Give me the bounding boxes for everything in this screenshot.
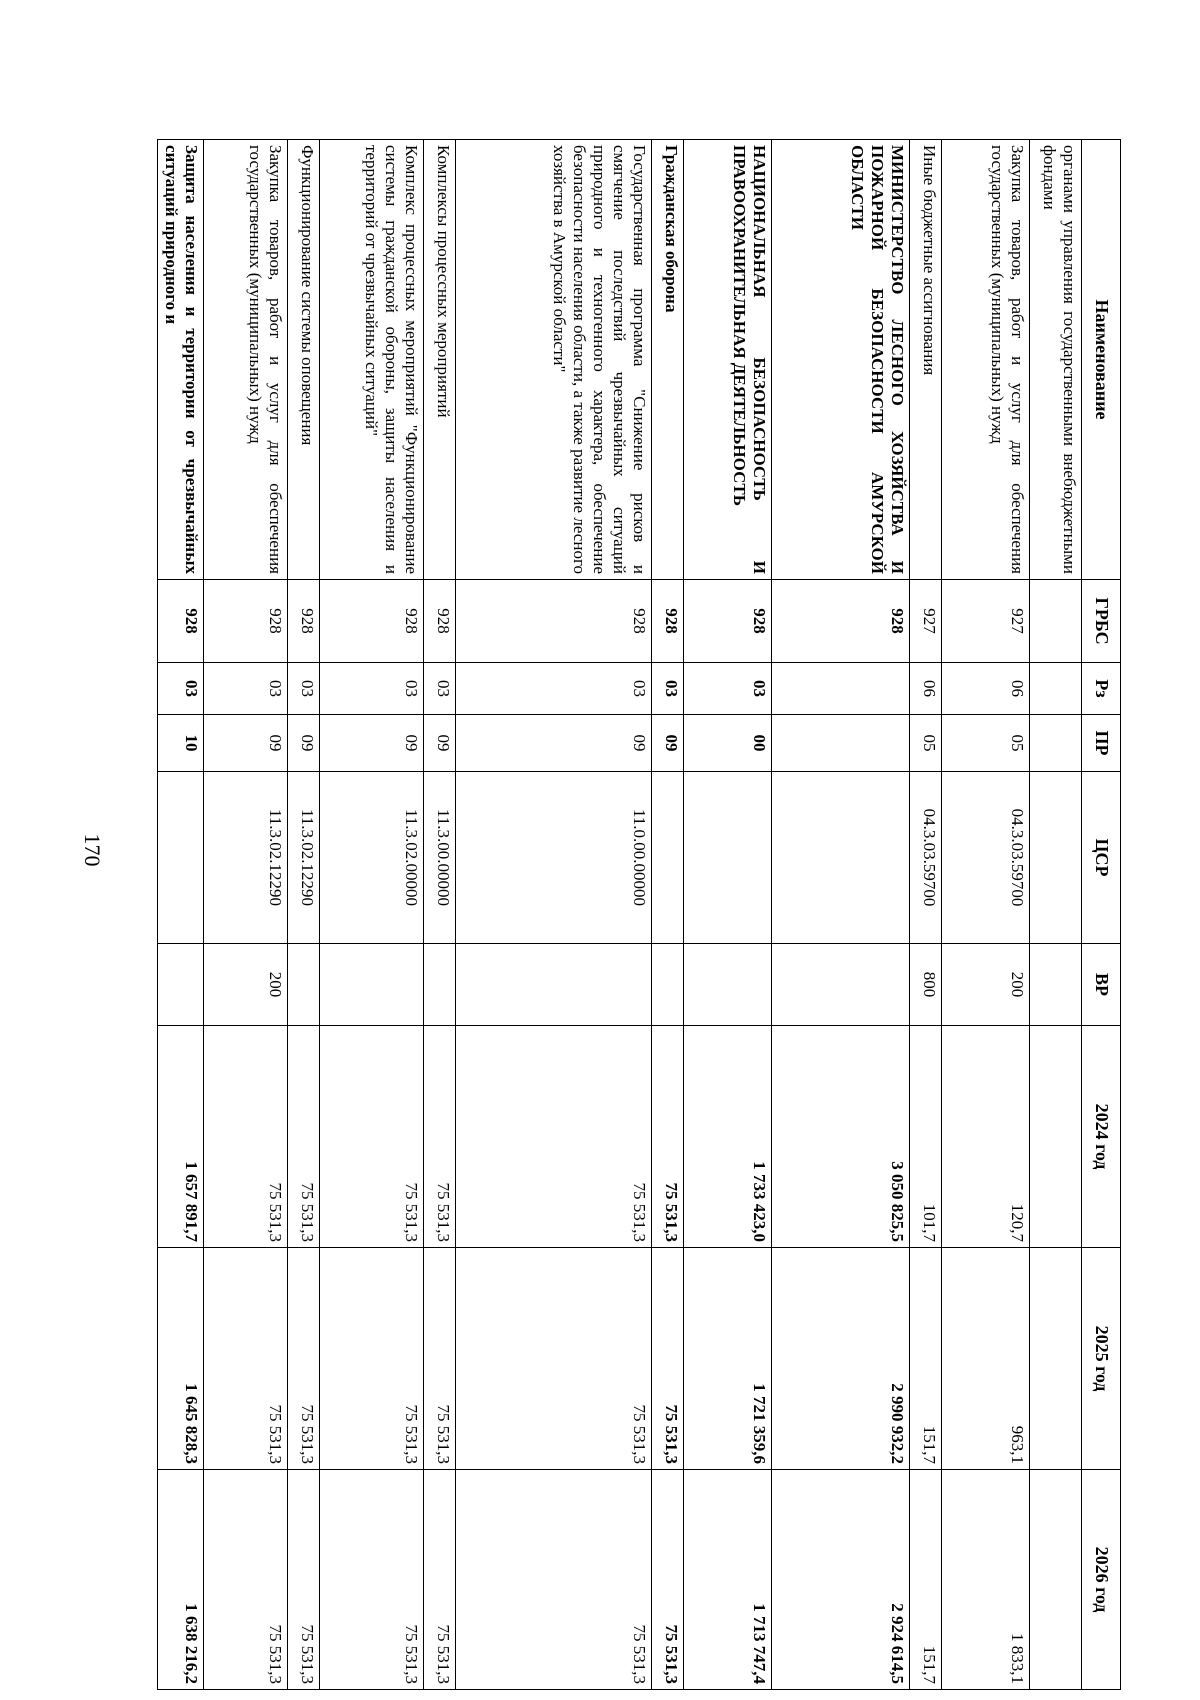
table-cell-2024: 75 531,3	[204, 1026, 288, 1248]
table-cell-vr	[684, 944, 772, 1026]
table-cell-name: НАЦИОНАЛЬНАЯ БЕЗОПАСНОСТЬ И ПРАВООХРАНИТЕЛЬНАЯ ДЕЯТЕЛЬНОСТЬ	[684, 140, 772, 580]
table-row	[652, 140, 684, 1690]
table-cell-2024: 75 531,3	[652, 1026, 684, 1248]
column-header: ГРБС	[1082, 580, 1121, 663]
table-cell-2024: 1 733 423,0	[684, 1026, 772, 1248]
table-cell-vr: 800	[910, 944, 942, 1026]
table-cell-grbs: 928	[684, 580, 772, 663]
table-cell-csr	[158, 772, 204, 944]
table-cell-name: Комплекс процессных мероприятий "Функционирование системы гражданской обороны, защиты населения и территорий от чрезвычайных ситуаций"	[320, 140, 424, 580]
table-cell-2025: 75 531,3	[204, 1248, 288, 1470]
table-cell-2026: 151,7	[910, 1470, 942, 1690]
table-cell-grbs: 927	[942, 580, 1030, 663]
table-cell-vr	[1030, 944, 1082, 1026]
column-header: 2024 год	[1082, 1026, 1121, 1248]
table-cell-csr	[684, 772, 772, 944]
table-cell-pr: 09	[456, 715, 652, 772]
table-cell-grbs: 928	[772, 580, 910, 663]
table-cell-csr	[652, 772, 684, 944]
table-cell-vr	[158, 944, 204, 1026]
table-cell-vr: 200	[942, 944, 1030, 1026]
table-cell-csr: 04.3.03.59700	[942, 772, 1030, 944]
table-cell-2024: 75 531,3	[424, 1026, 456, 1248]
table-row	[158, 140, 204, 1690]
table-row	[684, 140, 772, 1690]
table-body	[158, 140, 1082, 1690]
table-cell-rz: 03	[158, 663, 204, 715]
table-cell-pr: 05	[910, 715, 942, 772]
table-cell-2024: 75 531,3	[320, 1026, 424, 1248]
table-cell-name: Государственная программа "Снижение рисков и смягчение последствий чрезвычайных ситуаций природного и техногенного характера, обеспечение безопасности населения области, а также развитие лесного хозяйства в Амурской области"	[456, 140, 652, 580]
rotated-table-container	[161, 139, 1121, 1689]
table-header-row	[1082, 140, 1121, 1690]
table-cell-2025: 1 645 828,3	[158, 1248, 204, 1470]
table-cell-2026: 2 924 614,5	[772, 1470, 910, 1690]
page-number: 170	[80, 833, 105, 867]
table-cell-pr: 09	[288, 715, 320, 772]
table-row	[942, 140, 1030, 1690]
table-cell-name: органами управления государственными внебюджетными фондами	[1030, 140, 1082, 580]
table-cell-csr	[772, 772, 910, 944]
table-row	[424, 140, 456, 1690]
table-cell-csr: 11.3.02.00000	[320, 772, 424, 944]
table-cell-2024: 75 531,3	[456, 1026, 652, 1248]
column-header: 2025 год	[1082, 1248, 1121, 1470]
table-row	[910, 140, 942, 1690]
table-cell-2025: 963,1	[942, 1248, 1030, 1470]
table-cell-rz: 03	[456, 663, 652, 715]
table-cell-grbs: 928	[204, 580, 288, 663]
table-cell-grbs: 928	[424, 580, 456, 663]
table-cell-vr	[424, 944, 456, 1026]
table-cell-rz: 03	[320, 663, 424, 715]
table-cell-pr: 09	[652, 715, 684, 772]
table-cell-2026: 75 531,3	[652, 1470, 684, 1690]
table-cell-grbs: 928	[158, 580, 204, 663]
table-cell-vr	[320, 944, 424, 1026]
table-cell-name: Закупка товаров, работ и услуг для обеспечения государственных (муниципальных) нужд	[204, 140, 288, 580]
table-cell-pr: 05	[942, 715, 1030, 772]
table-row	[204, 140, 288, 1690]
table-cell-csr: 11.3.02.12290	[204, 772, 288, 944]
table-cell-rz: 03	[204, 663, 288, 715]
table-cell-2026: 1 638 216,2	[158, 1470, 204, 1690]
table-row	[320, 140, 424, 1690]
table-row	[1030, 140, 1082, 1690]
table-cell-grbs: 928	[456, 580, 652, 663]
table-cell-2026: 1 713 747,4	[684, 1470, 772, 1690]
table-cell-2025: 75 531,3	[652, 1248, 684, 1470]
table-cell-csr: 11.3.00.00000	[424, 772, 456, 944]
table-cell-2025: 151,7	[910, 1248, 942, 1470]
table-cell-2024	[1030, 1026, 1082, 1248]
table-cell-rz	[772, 663, 910, 715]
table-cell-2026	[1030, 1470, 1082, 1690]
table-cell-name: Защита населения и территории от чрезвычайных ситуаций природного и	[158, 140, 204, 580]
table-cell-name: Иные бюджетные ассигнования	[910, 140, 942, 580]
table-cell-grbs: 928	[320, 580, 424, 663]
table-cell-name: Комплексы процессных мероприятий	[424, 140, 456, 580]
table-cell-rz	[1030, 663, 1082, 715]
column-header: Рз	[1082, 663, 1121, 715]
table-cell-2024: 1 657 891,7	[158, 1026, 204, 1248]
table-cell-csr: 11.0.00.00000	[456, 772, 652, 944]
table-cell-pr: 09	[424, 715, 456, 772]
table-cell-2025: 75 531,3	[456, 1248, 652, 1470]
table-cell-csr: 04.3.03.59700	[910, 772, 942, 944]
table-cell-vr	[652, 944, 684, 1026]
table-cell-2024: 120,7	[942, 1026, 1030, 1248]
table-cell-2026: 75 531,3	[320, 1470, 424, 1690]
table-cell-2026: 75 531,3	[456, 1470, 652, 1690]
table-cell-grbs: 928	[288, 580, 320, 663]
table-cell-csr	[1030, 772, 1082, 944]
table-cell-vr	[456, 944, 652, 1026]
table-cell-pr: 00	[684, 715, 772, 772]
table-cell-name: МИНИСТЕРСТВО ЛЕСНОГО ХОЗЯЙСТВА И ПОЖАРНОЙ БЕЗОПАСНОСТИ АМУРСКОЙ ОБЛАСТИ	[772, 140, 910, 580]
table-cell-2025: 75 531,3	[424, 1248, 456, 1470]
column-header: ВР	[1082, 944, 1121, 1026]
table-cell-vr	[772, 944, 910, 1026]
table-cell-2025: 2 990 932,2	[772, 1248, 910, 1470]
table-cell-rz: 06	[910, 663, 942, 715]
table-cell-2024: 75 531,3	[288, 1026, 320, 1248]
table-cell-2025	[1030, 1248, 1082, 1470]
table-cell-2025: 75 531,3	[288, 1248, 320, 1470]
table-cell-rz: 03	[684, 663, 772, 715]
table-cell-vr	[288, 944, 320, 1026]
table-cell-2024: 101,7	[910, 1026, 942, 1248]
table-cell-pr: 10	[158, 715, 204, 772]
table-cell-pr	[772, 715, 910, 772]
table-cell-rz: 06	[942, 663, 1030, 715]
table-cell-rz: 03	[288, 663, 320, 715]
table-cell-vr: 200	[204, 944, 288, 1026]
table-cell-2024: 3 050 825,5	[772, 1026, 910, 1248]
column-header: ПР	[1082, 715, 1121, 772]
table-cell-rz: 03	[652, 663, 684, 715]
table-cell-2026: 75 531,3	[204, 1470, 288, 1690]
table-cell-grbs: 927	[910, 580, 942, 663]
table-cell-grbs	[1030, 580, 1082, 663]
table-cell-2026: 75 531,3	[424, 1470, 456, 1690]
column-header: ЦСР	[1082, 772, 1121, 944]
column-header: 2026 год	[1082, 1470, 1121, 1690]
table-cell-csr: 11.3.02.12290	[288, 772, 320, 944]
table-cell-pr	[1030, 715, 1082, 772]
table-cell-rz: 03	[424, 663, 456, 715]
table-row	[288, 140, 320, 1690]
column-header: Наименование	[1082, 140, 1121, 580]
table-cell-name: Гражданская оборона	[652, 140, 684, 580]
table-cell-2026: 75 531,3	[288, 1470, 320, 1690]
table-row	[772, 140, 910, 1690]
budget-table	[157, 139, 1121, 1690]
table-cell-name: Функционирование системы оповещения	[288, 140, 320, 580]
table-cell-2026: 1 833,1	[942, 1470, 1030, 1690]
table-cell-grbs: 928	[652, 580, 684, 663]
table-cell-name: Закупка товаров, работ и услуг для обеспечения государственных (муниципальных) нужд	[942, 140, 1030, 580]
table-cell-pr: 09	[204, 715, 288, 772]
table-cell-2025: 75 531,3	[320, 1248, 424, 1470]
table-row	[456, 140, 652, 1690]
table-cell-pr: 09	[320, 715, 424, 772]
table-cell-2025: 1 721 359,6	[684, 1248, 772, 1470]
